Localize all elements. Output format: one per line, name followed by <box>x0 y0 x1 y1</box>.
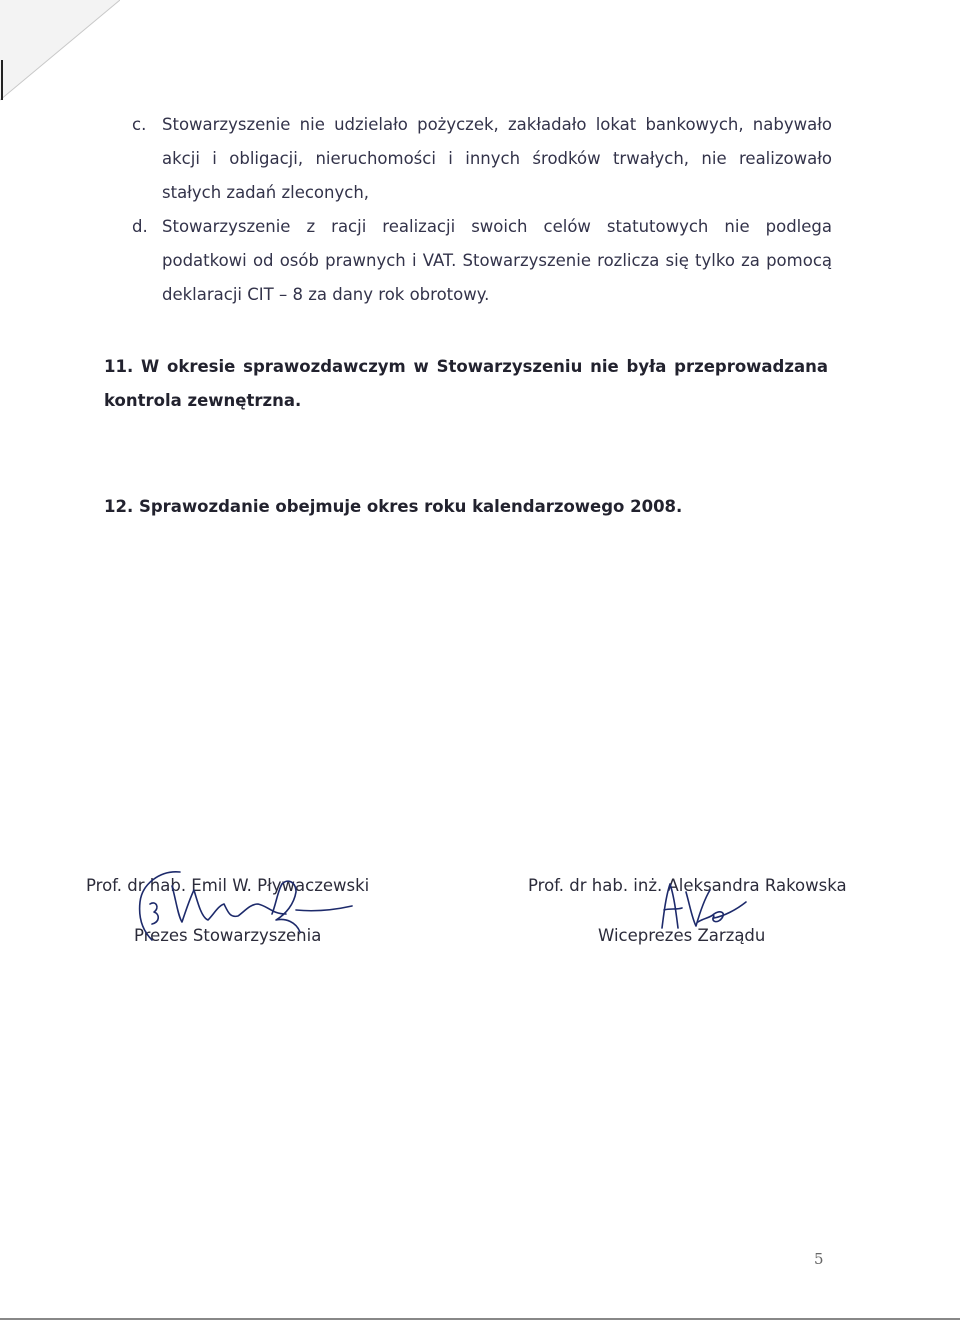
list-item-d <box>132 210 832 312</box>
signature-block-right <box>528 876 847 946</box>
list-item-text: Stowarzyszenie z racji realizacji swoich celów statutowych nie podlega podatkowi od osób prawnych i VAT. Stowarzyszenie rozlicza się tylko za pomocą deklaracji CIT – 8 za dany rok obrotowy. <box>162 217 832 304</box>
signatory-name-left: Prof. dr hab. Emil W. Pływaczewski <box>86 876 370 895</box>
page-bottom-edge <box>0 1318 960 1320</box>
signatory-role-left: Prezes Stowarzyszenia <box>134 926 322 945</box>
list-item-text: Stowarzyszenie nie udzielało pożyczek, zakładało lokat bankowych, nabywało akcji i obligacji, nieruchomości i innych środków trwałych, nie realizowało stałych zadań zleconych, <box>162 115 832 202</box>
signature-block-left <box>86 876 369 946</box>
signatory-name-right: Prof. dr hab. inż. Aleksandra Rakowska <box>528 876 847 895</box>
list-marker: d. <box>132 217 148 236</box>
list-block <box>132 108 832 312</box>
list-item-c <box>132 108 832 210</box>
scan-corner-artifact <box>0 0 120 110</box>
section-11: 11. W okresie sprawozdawczym w Stowarzyszeniu nie była przeprowadzana kontrola zewnętrzna. <box>104 357 828 410</box>
section-12: 12. Sprawozdanie obejmuje okres roku kalendarzowego 2008. <box>104 497 683 516</box>
page-number: 5 <box>814 1250 824 1268</box>
list-marker: c. <box>132 115 147 134</box>
signatory-role-right: Wiceprezes Zarządu <box>598 926 766 945</box>
